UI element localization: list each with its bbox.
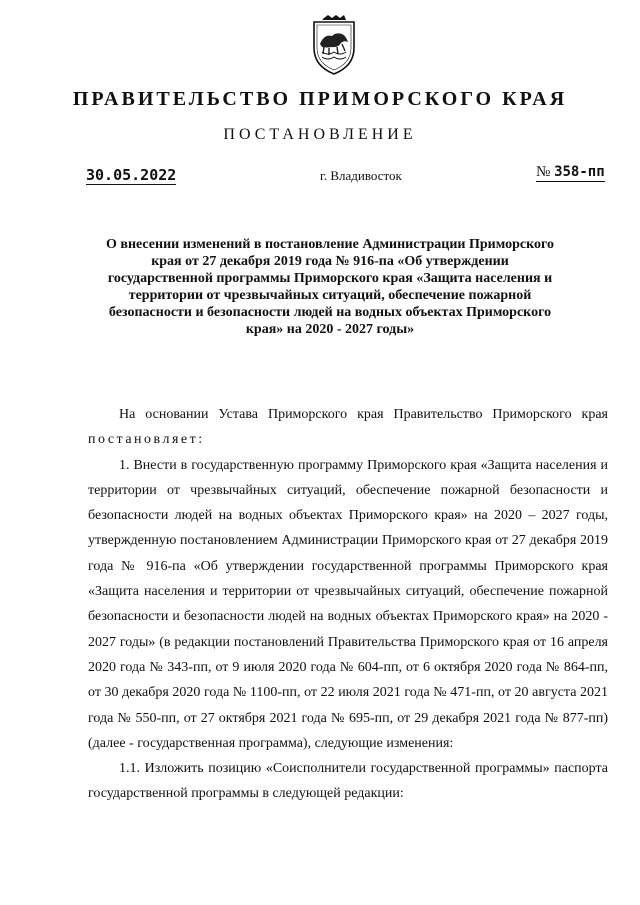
number-value: 358-пп bbox=[554, 164, 605, 180]
document-type: ПОСТАНОВЛЕНИЕ bbox=[223, 126, 417, 143]
document-subject: О внесении изменений в постановление Администрации Приморского края от 27 декабря 2019 года № 916-па «Об утверждении государственной программы Приморского края «Защита населения и территории от чрезвычайных ситуаций, обеспечение пожарной безопасности и безопасности людей на водных объектах Приморского края» на 2020 - 2027 годы» bbox=[106, 237, 554, 337]
basis-text: На основании Устава Приморского края Правительство Приморского края bbox=[119, 407, 608, 422]
number-sign: № bbox=[536, 164, 551, 180]
coat-of-arms-icon bbox=[310, 14, 358, 78]
decree-word: постановляет: bbox=[88, 432, 205, 448]
document-number bbox=[536, 164, 605, 182]
document-body bbox=[88, 402, 608, 807]
paragraph-item-1: 1. Внести в государственную программу Приморского края «Защита населения и территории от чрезвычайных ситуаций, обеспечение пожарной безопасности и безопасности людей на водных объектах Приморского края» на 2020 – 2027 годы, утвержденную постановлением Администрации Приморского края от 27 декабря 2019 года № 916-па «Об утверждении государственной программы Приморского края «Защита населения и территории от чрезвычайных ситуаций, обеспечение пожарной безопасности и безопасности людей на водных объектах Приморского края» на 2020 - 2027 годы» (в редакции постановлений Правительства Приморского края от 16 апреля 2020 года № 343-пп, от 9 июля 2020 года № 604-пп, от 6 октября 2020 года № 864-пп, от 30 декабря 2020 года № 1100-пп, от 22 июля 2021 года № 471-пп, от 20 августа 2021 года № 550-пп, от 27 октября 2021 года № 695-пп, от 29 декабря 2021 года № 877-пп) (далее - государственная программа), следующие изменения: bbox=[88, 457, 608, 751]
government-title: ПРАВИТЕЛЬСТВО ПРИМОРСКОГО КРАЯ bbox=[72, 88, 568, 110]
paragraph-basis bbox=[88, 402, 608, 453]
document-city: г. Владивосток bbox=[320, 168, 402, 183]
paragraph-item-1-1: 1.1. Изложить позицию «Соисполнители государственной программы» паспорта государственной программы в следующей редакции: bbox=[88, 761, 608, 802]
document-date: 30.05.2022 bbox=[86, 166, 177, 184]
